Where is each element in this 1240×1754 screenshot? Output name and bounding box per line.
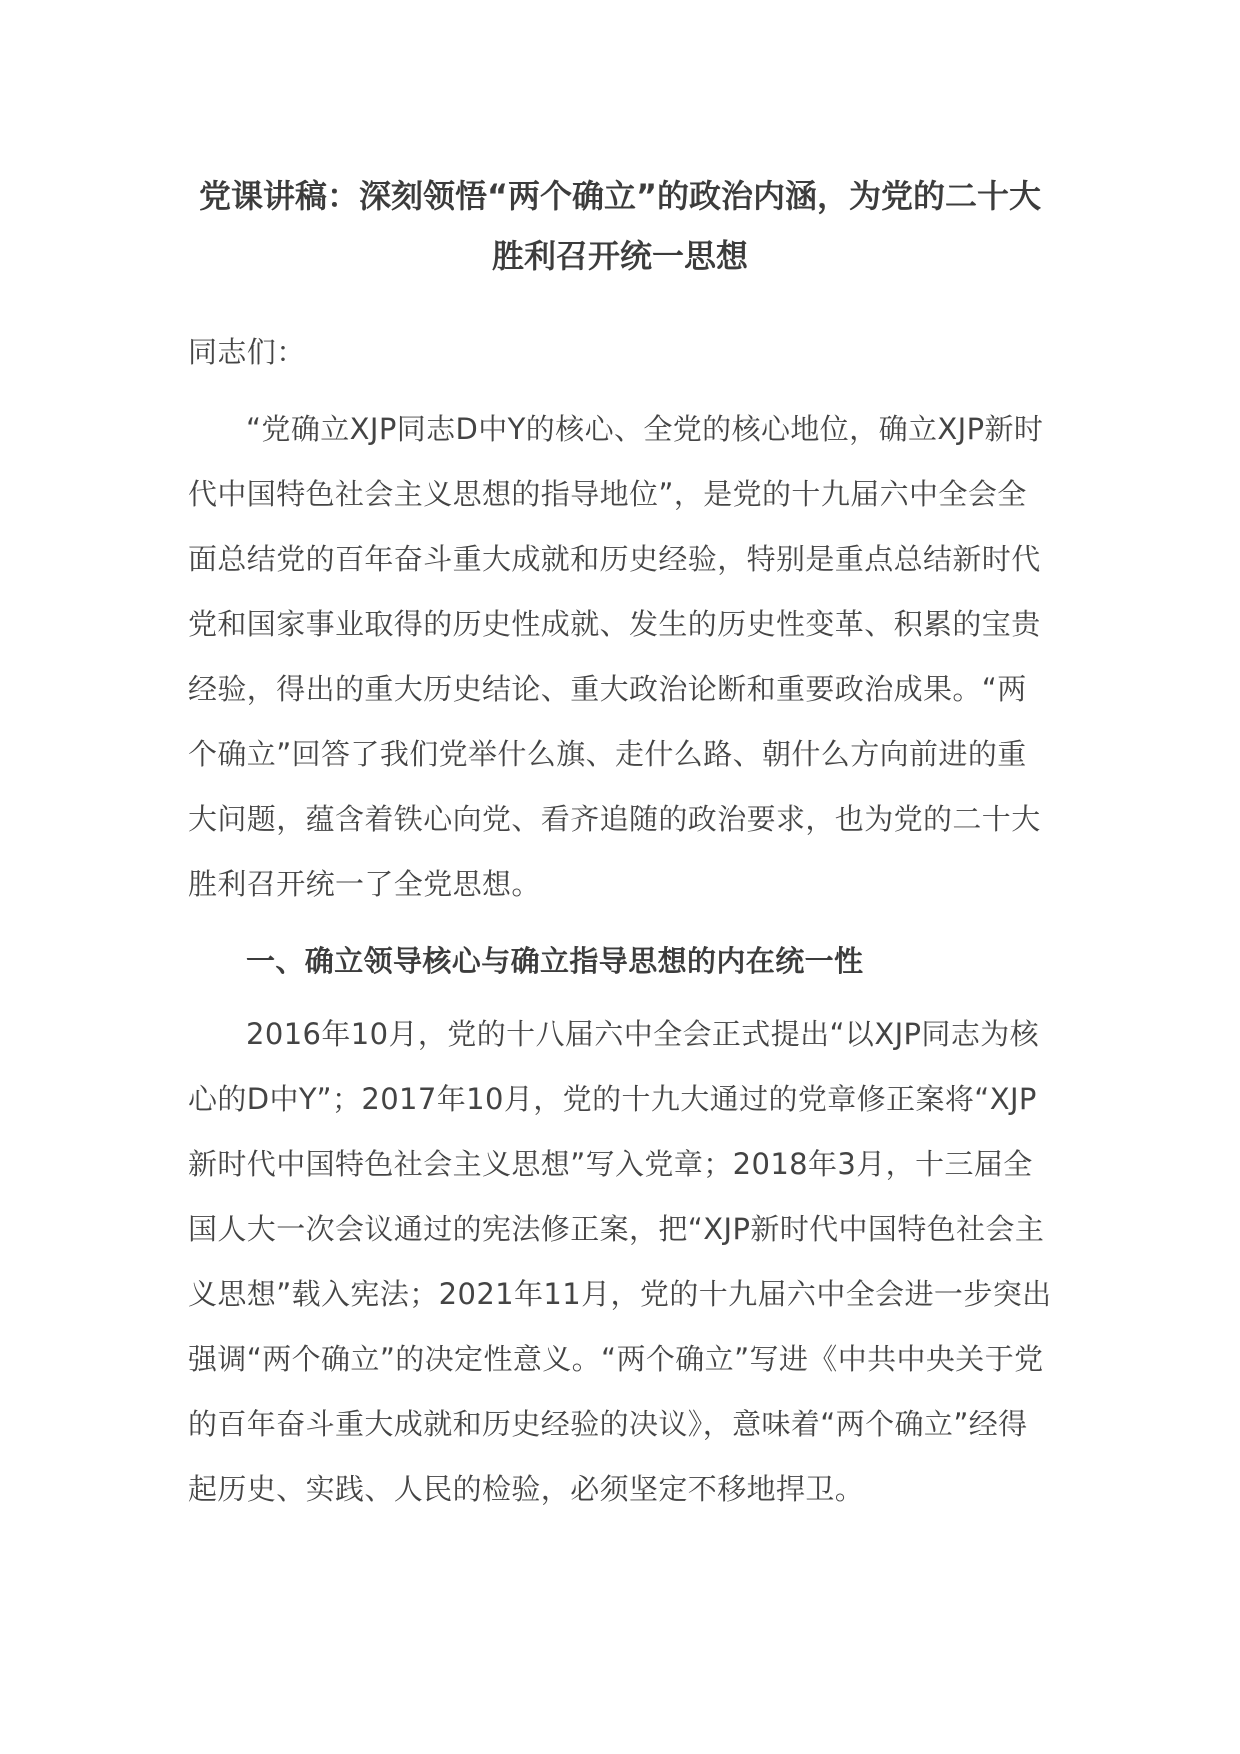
- document-title: 党课讲稿：深刻领悟“两个确立”的政治内涵，为党的二十大胜利召开统一思想: [198, 177, 1042, 275]
- section-paragraph: 2016年10月，党的十八届六中全会正式提出“以XJP同志为核心的D中Y”；2017年10月，党的十九大通过的党章修正案将“XJP新时代中国特色社会主义思想”写入党章；2018年3月，十三届全国人大一次会议通过的宪法修正案，把“XJP新时代中国特色社会主义思想”载入宪法；2021年11月，党的十九届六中全会进一步突出强调“两个确立”的决定性意义。“两个确立”写进《中共中央关于党的百年奋斗重大成就和历史经验的决议》，意味着“两个确立”经得起历史、实践、人民的检验，必须坚定不移地捍卫。: [188, 1017, 1052, 1506]
- greeting: 同志们：: [188, 335, 306, 369]
- document-body: [188, 320, 1056, 1522]
- intro-paragraph: “党确立XJP同志D中Y的核心、全党的核心地位，确立XJP新时代中国特色社会主义思想的指导地位”，是党的十九届六中全会全面总结党的百年奋斗重大成就和历史经验，特别是重点总结新时代党和国家事业取得的历史性成就、发生的历史性变革、积累的宝贵经验，得出的重大历史结论、重大政治论断和重要政治成果。“两个确立”回答了我们党举什么旗、走什么路、朝什么方向前进的重大问题，蕴含着铁心向党、看齐追随的政治要求，也为党的二十大胜利召开统一了全党思想。: [188, 412, 1044, 901]
- section-heading: 一、确立领导核心与确立指导思想的内在统一性: [246, 944, 864, 978]
